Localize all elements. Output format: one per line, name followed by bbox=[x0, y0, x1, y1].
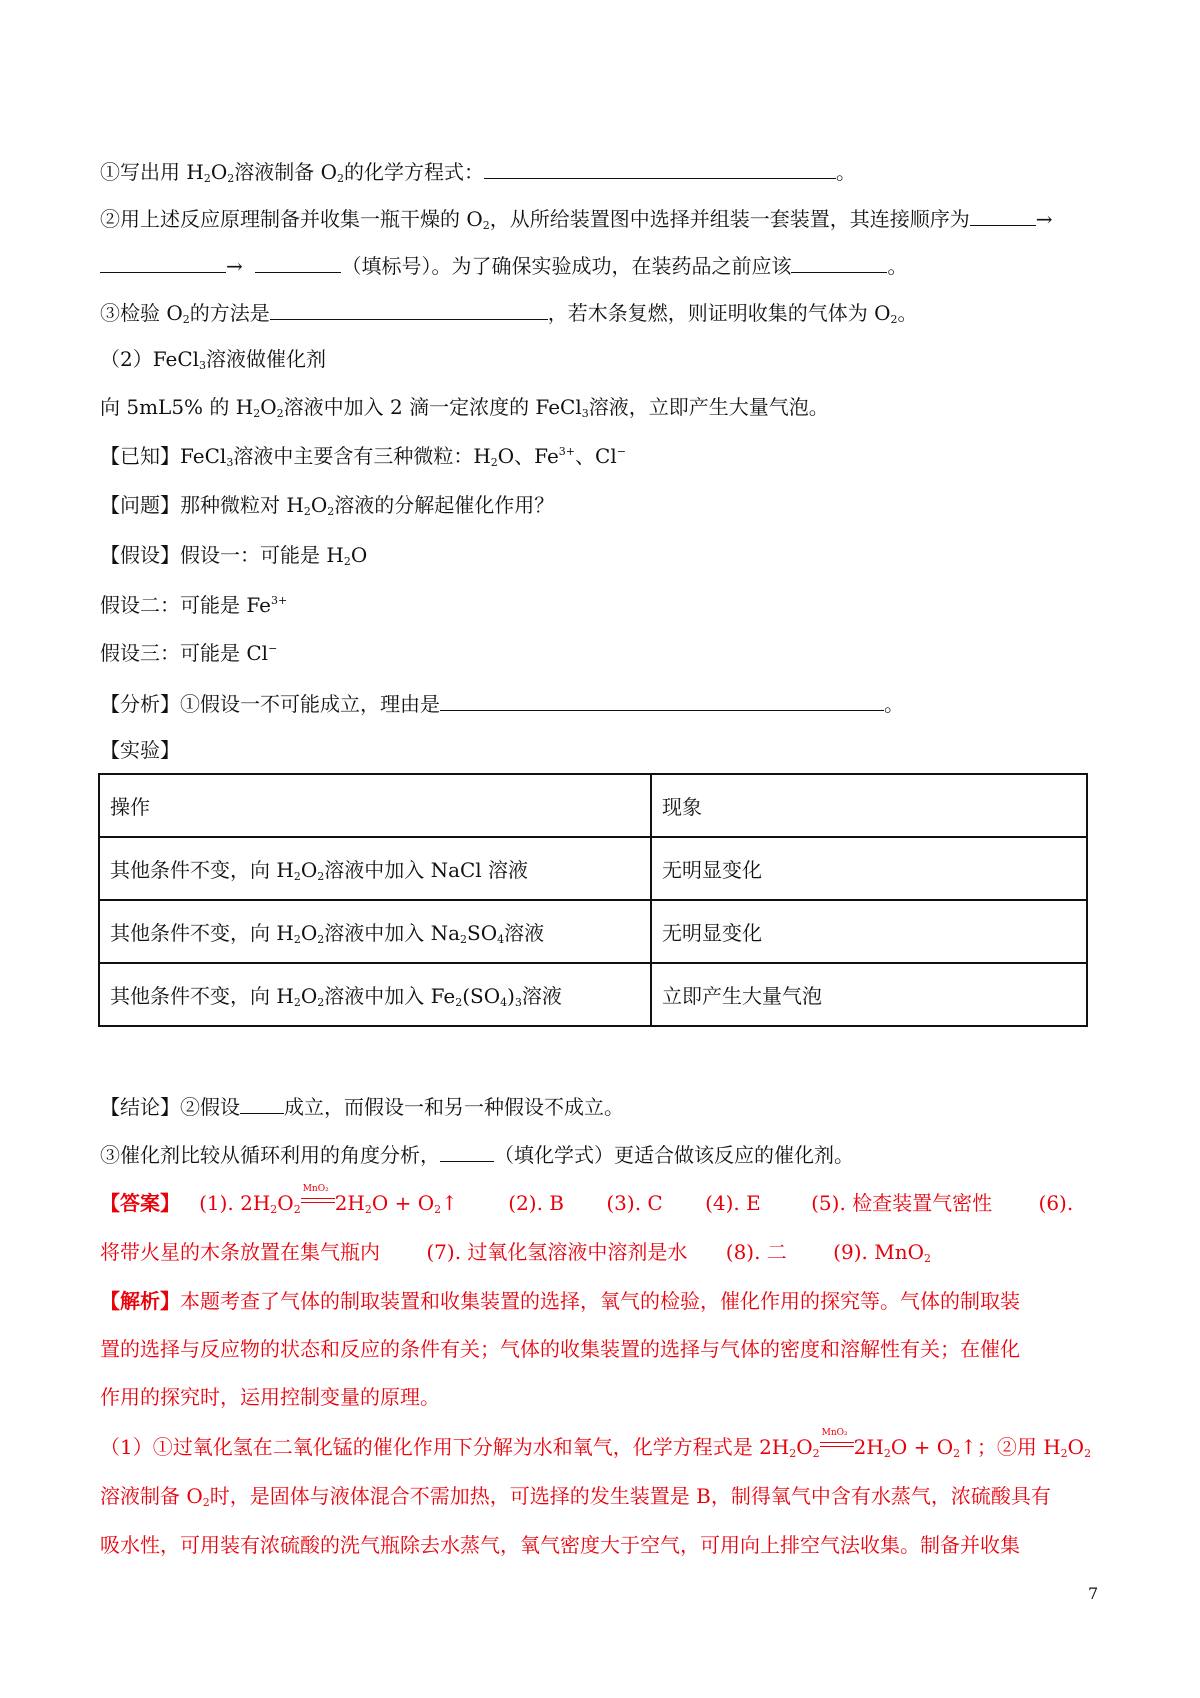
text: 本题考查了气体的制取装置和收集装置的选择，氧气的检验，催化作用的探究等。气体的制取装 bbox=[180, 1289, 1020, 1313]
text: (1). 2H bbox=[199, 1191, 271, 1215]
arrow-icon: → bbox=[1035, 207, 1053, 231]
table-row bbox=[99, 963, 1087, 1026]
text: 溶液 bbox=[504, 921, 545, 945]
text: (8). 二 bbox=[725, 1240, 787, 1264]
text: （2）FeCl bbox=[100, 347, 200, 371]
text: （填化学式）更适合做该反应的催化剂。 bbox=[494, 1143, 854, 1167]
text: (4). E bbox=[705, 1191, 761, 1215]
answer-line-1: 【答案】 (1). $2H_2O_2$ MnO₂ $2H_2O$ + $O_2↑$ (2). B (3). C (4). E (5). 检查装置气密性 (6). bbox=[100, 1184, 1074, 1216]
table-row bbox=[99, 900, 1087, 963]
text: 将带火星的木条放置在集气瓶内 bbox=[100, 1240, 380, 1264]
text: 现象 bbox=[662, 795, 702, 819]
text: O bbox=[277, 1191, 294, 1215]
phenomenon-cell bbox=[651, 837, 1087, 900]
question-1-line: ①写出用 $H_2O_2$溶液制备 $O_2$的化学方程式： 。 bbox=[100, 156, 856, 187]
text: （1）①过氧化氢在二氧化锰的催化作用下分解为水和氧气，化学方程式是 2H bbox=[100, 1435, 790, 1459]
text: 检验 O bbox=[120, 301, 183, 325]
analysis-paragraph-line-1 bbox=[100, 1286, 1020, 1316]
conclusion-line-2 bbox=[100, 1139, 854, 1170]
answer-blank[interactable] bbox=[484, 156, 836, 179]
text: (SO bbox=[462, 984, 501, 1008]
section-label: 【已知】 bbox=[100, 444, 180, 468]
text: O、Fe bbox=[497, 444, 559, 468]
text: O bbox=[310, 493, 328, 517]
analysis-paragraph-line-2 bbox=[100, 1334, 1020, 1364]
phenomenon-cell bbox=[651, 900, 1087, 963]
section-label: 【答案】 bbox=[100, 1191, 180, 1215]
conclusion-line-1 bbox=[100, 1091, 624, 1122]
text: 溶液中加入 2 滴一定浓度的 FeCl bbox=[283, 395, 582, 419]
question-2-line-1: ②用上述反应原理制备并收集一瓶干燥的 $O_2$，从所给装置图中选择并组装一套装置，其连接顺序为 → bbox=[100, 203, 1053, 234]
answer-line-2: 将带火星的木条放置在集气瓶内 (7). 过氧化氢溶液中溶剂是水 (8). 二 (9). MnO$_2$ bbox=[100, 1240, 931, 1265]
text: (5). 检查装置气密性 bbox=[811, 1191, 993, 1215]
answer-blank[interactable] bbox=[270, 297, 548, 320]
section-label: 【结论】 bbox=[100, 1095, 180, 1119]
text: 置的选择与反应物的状态和反应的条件有关；气体的收集装置的选择与气体的密度和溶解性有关；在催化 bbox=[100, 1337, 1020, 1361]
question-2-line-2 bbox=[100, 250, 907, 281]
text: O bbox=[260, 395, 277, 419]
text: (6). bbox=[1038, 1191, 1074, 1215]
operation-cell: 其他条件不变，向 $H_2O_2$溶液中加入 $Fe_2(SO_4)_3$溶液 bbox=[99, 963, 651, 1026]
operation-cell: 其他条件不变，向 $H_2O_2$溶液中加入 $Na_2SO_4$溶液 bbox=[99, 900, 651, 963]
up-arrow-icon: ↑ bbox=[441, 1191, 458, 1215]
text: O bbox=[796, 1435, 813, 1459]
text: (3). C bbox=[606, 1191, 663, 1215]
text: 那种微粒对 H bbox=[180, 493, 304, 517]
experiment-label bbox=[100, 735, 180, 765]
text: ，从所给装置图中选择并组装一套装置，其连接顺序为 bbox=[489, 207, 970, 231]
analysis-paragraph-line-4: （1）①过氧化氢在二氧化锰的催化作用下分解为水和氧气，化学方程式是 $2H_2O_2$ MnO₂ $2H_2O$ + $O_2↑$；②用 $H_2O_2$ bbox=[100, 1428, 1092, 1460]
text: 其他条件不变，向 H bbox=[110, 984, 294, 1008]
text: 溶液做催化剂 bbox=[206, 347, 327, 371]
catalyst-label: MnO₂ bbox=[302, 1184, 329, 1194]
text: FeCl bbox=[180, 444, 227, 468]
text: 写出用 H bbox=[120, 160, 204, 184]
text: ，若木条复燃，则证明收集的气体为 O bbox=[547, 301, 891, 325]
question-3-line: ③检验 $O_2$的方法是 ，若木条复燃，则证明收集的气体为 $O_2$。 bbox=[100, 297, 918, 328]
text: O bbox=[210, 160, 228, 184]
text: (7). 过氧化氢溶液中溶剂是水 bbox=[426, 1240, 688, 1264]
text: 其他条件不变，向 H bbox=[110, 858, 294, 882]
text: 溶液的分解起催化作用？ bbox=[334, 493, 555, 517]
text: 。 bbox=[897, 301, 918, 325]
text: 假设二：可能是 Fe bbox=[100, 593, 271, 617]
answer-blank[interactable] bbox=[240, 1091, 284, 1114]
circle-number: ③ bbox=[100, 301, 120, 325]
text: O bbox=[350, 543, 368, 567]
text: (9). MnO bbox=[833, 1240, 924, 1264]
equals-sign bbox=[301, 1198, 335, 1203]
table-header-row bbox=[99, 774, 1087, 837]
text: 的化学方程式： bbox=[343, 160, 484, 184]
header-operation bbox=[99, 774, 651, 837]
text: 假设一：可能是 H bbox=[180, 543, 344, 567]
text: 溶液 bbox=[521, 984, 562, 1008]
text: 溶液中主要含有三种微粒：H bbox=[233, 444, 491, 468]
answer-blank[interactable] bbox=[440, 1139, 494, 1162]
text: 溶液中加入 NaCl 溶液 bbox=[324, 858, 529, 882]
analysis-paragraph-line-3 bbox=[100, 1382, 440, 1412]
catalyst-label: MnO₂ bbox=[821, 1428, 848, 1438]
text: ②假设 bbox=[180, 1095, 240, 1119]
text: 溶液制备 O bbox=[100, 1484, 203, 1508]
header-phenomenon bbox=[651, 774, 1087, 837]
section-label: 【问题】 bbox=[100, 493, 180, 517]
text: 假设三：可能是 Cl bbox=[100, 641, 269, 665]
section-label: 【解析】 bbox=[100, 1289, 180, 1313]
text: 作用的探究时，运用控制变量的原理。 bbox=[100, 1385, 440, 1409]
answer-blank[interactable] bbox=[791, 250, 887, 273]
answer-blank[interactable] bbox=[100, 250, 226, 273]
hypothesis-3: 假设三：可能是 Cl− bbox=[100, 641, 278, 665]
analysis-paragraph-line-6 bbox=[100, 1530, 1020, 1560]
analysis-paragraph-line-5: 溶液制备 $O_2$时，是固体与液体混合不需加热，可选择的发生装置是 B，制得氧气中含有水蒸气，浓硫酸具有 bbox=[100, 1484, 1051, 1509]
text: 的方法是 bbox=[189, 301, 270, 325]
text: O + O bbox=[890, 1435, 954, 1459]
table-row bbox=[99, 837, 1087, 900]
text: (2). B bbox=[508, 1191, 565, 1215]
circle-number: ① bbox=[100, 160, 120, 184]
text: 向 5mL5% 的 H bbox=[100, 395, 254, 419]
text: 2H bbox=[334, 1191, 365, 1215]
text: 其他条件不变，向 H bbox=[110, 921, 294, 945]
text: ↑；②用 H bbox=[960, 1435, 1061, 1459]
text: （填标号）。为了确保实验成功，在装药品之前应该 bbox=[341, 254, 792, 278]
text: 时，是固体与液体混合不需加热，可选择的发生装置是 B，制得氧气中含有水蒸气，浓硫酸具有 bbox=[209, 1484, 1051, 1508]
section-label: 【假设】 bbox=[100, 543, 180, 567]
answer-blank[interactable] bbox=[440, 688, 884, 711]
text: 溶液，立即产生大量气泡。 bbox=[588, 395, 829, 419]
text: 溶液中加入 Na bbox=[324, 921, 460, 945]
arrow-icon: → bbox=[226, 254, 243, 278]
experiment-table bbox=[98, 773, 1088, 1027]
phenomenon-cell bbox=[651, 963, 1087, 1026]
answer-blank[interactable] bbox=[255, 250, 341, 273]
text: 操作 bbox=[110, 795, 150, 819]
answer-blank[interactable] bbox=[970, 203, 1036, 226]
text: O bbox=[1067, 1435, 1085, 1459]
text: 吸水性，可用装有浓硫酸的洗气瓶除去水蒸气，氧气密度大于空气，可用向上排空气法收集。制备并收集 bbox=[100, 1533, 1020, 1557]
text: O + O bbox=[371, 1191, 435, 1215]
section-label: 【实验】 bbox=[100, 738, 180, 762]
text: ③催化剂比较从循环利用的角度分析， bbox=[100, 1143, 440, 1167]
text: ) bbox=[507, 984, 515, 1008]
text: ①假设一不可能成立，理由是 bbox=[180, 692, 440, 716]
text: 2H bbox=[853, 1435, 884, 1459]
reaction-condition bbox=[301, 1184, 335, 1210]
text: 、Cl bbox=[575, 444, 617, 468]
text: O bbox=[300, 921, 318, 945]
text: 。 bbox=[884, 692, 904, 716]
text: 用上述反应原理制备并收集一瓶干燥的 O bbox=[120, 207, 483, 231]
hypothesis-2: 假设二：可能是 $Fe^{3+}$ bbox=[100, 593, 288, 617]
text: 成立，而假设一和另一种假设不成立。 bbox=[284, 1095, 624, 1119]
operation-cell: 其他条件不变，向 $H_2O_2$溶液中加入 NaCl 溶液 bbox=[99, 837, 651, 900]
reaction-condition bbox=[820, 1428, 854, 1454]
part-2-title: （2）FeCl$_3$溶液做催化剂 bbox=[100, 347, 327, 372]
analysis-line bbox=[100, 688, 904, 719]
text: 溶液中加入 Fe bbox=[324, 984, 456, 1008]
text: 无明显变化 bbox=[662, 921, 762, 945]
hypothesis-1: 【假设】假设一：可能是 $H_2O$ bbox=[100, 543, 368, 568]
question-line: 【问题】那种微粒对 $H_2O_2$溶液的分解起催化作用？ bbox=[100, 493, 555, 518]
circle-number: ② bbox=[100, 207, 120, 231]
section-label: 【分析】 bbox=[100, 692, 180, 716]
text: O bbox=[300, 984, 318, 1008]
text: 立即产生大量气泡 bbox=[662, 984, 822, 1008]
known-line: 【已知】FeCl$_3$溶液中主要含有三种微粒：$H_2O$、$Fe^{3+}$、Cl− bbox=[100, 444, 626, 469]
text: 无明显变化 bbox=[662, 858, 762, 882]
text: SO bbox=[467, 921, 498, 945]
text: 。 bbox=[835, 160, 856, 184]
text: 溶液制备 O bbox=[234, 160, 337, 184]
intro-line: 向 5mL5% 的 $H_2O_2$溶液中加入 2 滴一定浓度的 FeCl$_3$溶液，立即产生大量气泡。 bbox=[100, 395, 829, 420]
text: 。 bbox=[887, 254, 908, 278]
text: O bbox=[300, 858, 318, 882]
page-number: 7 bbox=[1088, 1584, 1099, 1603]
equals-sign bbox=[820, 1442, 854, 1447]
